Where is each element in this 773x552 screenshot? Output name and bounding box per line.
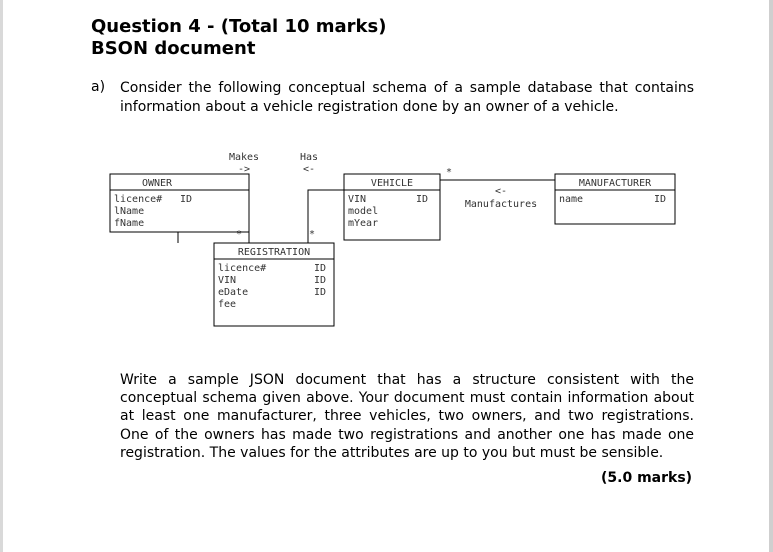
task-text: Write a sample JSON document that has a structure consistent with the conceptual schema given above. Your document must contain information about at least one manufacturer, three vehicles, two owners, and two registrations. One of the owners has made two registrations and another one has made one registration. The values for the attributes are up to you but must be sensible.: [120, 372, 694, 461]
registration-attr-2: VIN: [218, 275, 237, 286]
manufacturer-title: MANUFACTURER: [578, 178, 652, 189]
vehicle-attr-3: mYear: [348, 218, 379, 229]
owner-title: OWNER: [141, 178, 173, 189]
registration-title: REGISTRATION: [237, 247, 311, 258]
vehicle-title: VEHICLE: [370, 178, 414, 189]
part-a-text: Consider the following conceptual schema of a sample database that contains information about a vehicle registration done by an owner of a vehicle.: [120, 80, 694, 115]
vehicle-attr-2: model: [348, 206, 379, 217]
makes-label: Makes: [228, 152, 260, 163]
vehicle-attr-1: VIN: [348, 194, 367, 205]
manufactures-relationship: [440, 167, 555, 210]
registration-attr-1: licence#: [218, 263, 267, 274]
vehicle-attr-1-key: ID: [416, 194, 429, 205]
has-multiplicity: *: [308, 229, 316, 240]
part-a-label: a): [91, 79, 106, 95]
owner-attr-1: licence#: [114, 194, 163, 205]
registration-attr-2-key: ID: [314, 275, 327, 286]
makes-arrow: ->: [237, 164, 251, 175]
question-subtitle: BSON document: [91, 38, 256, 59]
has-label: Has: [299, 152, 319, 163]
has-relationship: [300, 152, 344, 243]
registration-attr-3-key: ID: [314, 287, 327, 298]
owner-attr-2: lName: [114, 206, 145, 217]
manufacturer-attr-1: name: [559, 194, 584, 205]
manufacturer-attr-1-key: ID: [654, 194, 667, 205]
owner-attr-1-key: ID: [180, 194, 193, 205]
manufacturer-entity: [555, 174, 675, 224]
vehicle-entity: [344, 174, 440, 240]
has-arrow: <-: [302, 164, 316, 175]
question-title: Question 4 - (Total 10 marks): [91, 16, 387, 37]
registration-attr-1-key: ID: [314, 263, 327, 274]
owner-attr-3: fName: [114, 218, 145, 229]
manufactures-multiplicity: *: [445, 167, 453, 178]
manufactures-label: Manufactures: [464, 199, 538, 210]
registration-attr-4: fee: [218, 299, 237, 310]
makes-multiplicity: *: [235, 229, 243, 240]
registration-attr-3: eDate: [218, 287, 249, 298]
registration-entity: [214, 243, 334, 326]
manufactures-arrow: <-: [494, 186, 508, 197]
marks-label: (5.0 marks): [601, 470, 693, 486]
owner-entity: [110, 174, 249, 232]
